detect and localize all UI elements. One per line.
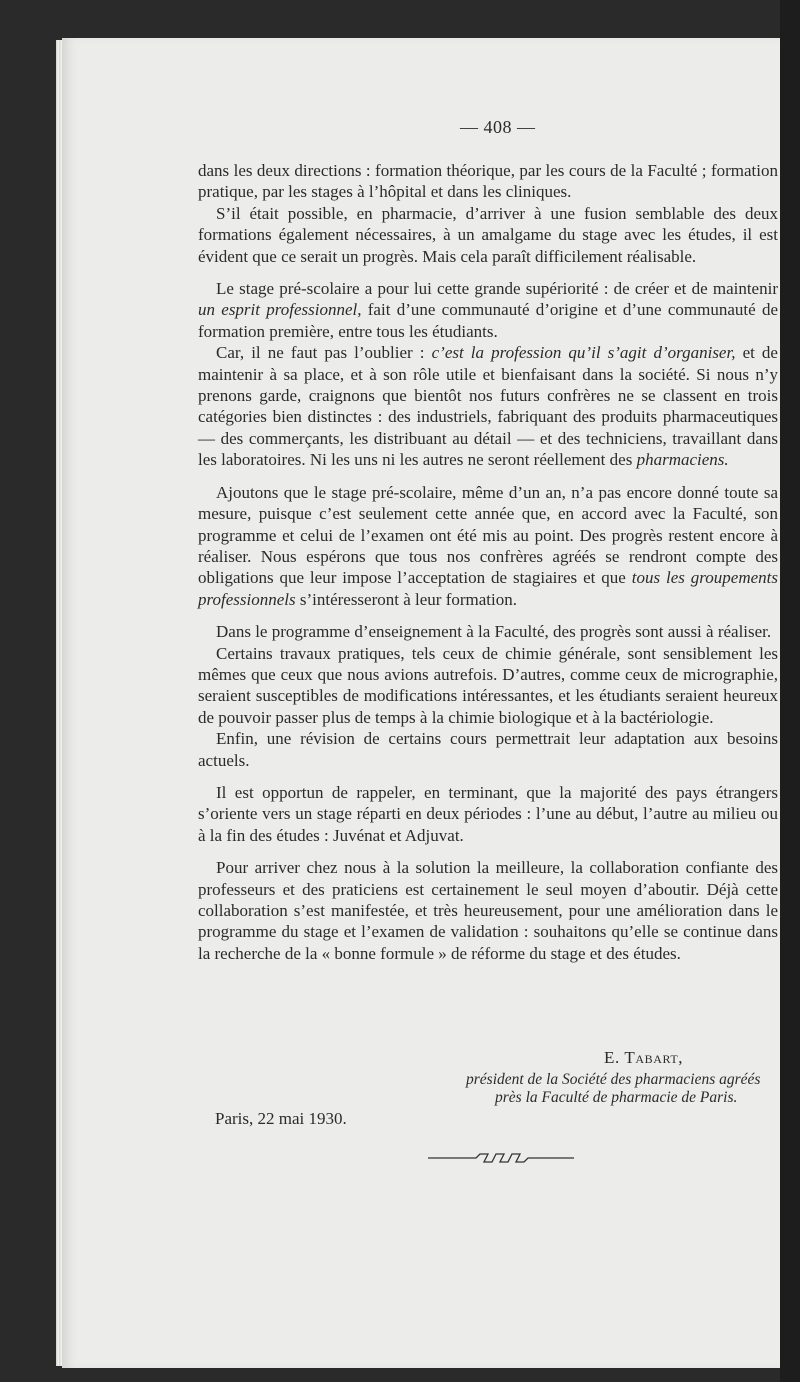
paragraph: Ajoutons que le stage pré-scolaire, même d’un an, n’a pas encore donné toute sa mesure, puisque c’est seulement cette année que, en accord avec la Faculté, son programme et celui de l’examen ont été mis au point. Des progrès restent encore à réaliser. Nous espérons que tous nos confrères agréés se rendront compte des obligations que leur impose l’acceptation de stagiaires et que tous les groupements professionnels s’intéresseront à leur formation.	[198, 482, 778, 609]
author-title-line-2: près la Faculté de pharmacie de Paris.	[495, 1089, 738, 1106]
author-signature: E. Tabart,	[604, 1048, 684, 1067]
paragraph: Enfin, une révision de certains cours permettrait leur adaptation aux besoins actuels.	[198, 729, 778, 770]
place-date: Paris, 22 mai 1930.	[215, 1109, 347, 1128]
body-text	[198, 160, 778, 964]
paragraph: Dans le programme d’enseignement à la Faculté, des progrès sont aussi à réaliser.	[216, 622, 772, 642]
author-title-line-1: président de la Société des pharmaciens agréés	[466, 1071, 761, 1088]
ornament-divider	[428, 1150, 574, 1166]
paragraph: Pour arriver chez nous à la solution la meilleure, la collaboration confiante des professeurs et des praticiens est certainement le seul moyen d’aboutir. Déjà cette collaboration s’est manifestée, et très heureusement, pour une amélioration dans le programme du stage et l’examen de validation : souhaitons qu’elle se continue dans la recherche de la « bonne formule » de réforme du stage et des études.	[198, 858, 778, 963]
page-number: — 408 —	[460, 117, 536, 137]
paragraph: Certains travaux pratiques, tels ceux de chimie générale, sont sensiblement les mêmes que ceux que nous avions autrefois. D’autres, comme ceux de micrographie, seraient susceptibles de modifications intéressantes, et les étudiants seraient heureux de pouvoir passer plus de temps à la chimie biologique et à la bactériologie.	[198, 643, 778, 727]
emphasis: un esprit professionnel,	[198, 300, 362, 320]
emphasis: pharmaciens.	[636, 450, 729, 470]
paragraph: Le stage pré-scolaire a pour lui cette grande supériorité : de créer et de maintenir un esprit professionnel, fait d’une communauté d’origine et d’une communauté de formation première, entre tous les étudiants.	[198, 279, 778, 341]
paragraph: dans les deux directions : formation théorique, par les cours de la Faculté ; formation pratique, par les stages à l’hôpital et dans les cliniques.	[198, 161, 778, 202]
paragraph: Il est opportun de rappeler, en terminant, que la majorité des pays étrangers s’oriente vers un stage réparti en deux périodes : l’une au début, l’autre au milieu ou à la fin des études : Juvénat et Adjuvat.	[198, 782, 778, 845]
paragraph: Car, il ne faut pas l’oublier : c’est la profession qu’il s’agit d’organiser, et de maintenir à sa place, et à son rôle utile et bienfaisant dans la société. Si nous n’y prenons garde, craignons que bientôt nos futurs confrères ne se classent en trois catégories bien distinctes : des industriels, fabriquant des produits pharmaceutiques — des commerçants, les distribuant au détail — et des techniciens, travaillant dans les laboratoires. Ni les uns ni les autres ne seront réellement des pharmaciens.	[198, 343, 778, 470]
paragraph: S’il était possible, en pharmacie, d’arriver à une fusion semblable des deux formations également nécessaires, à un amalgame du stage avec les études, il est évident que ce serait un progrès. Mais cela paraît difficilement réalisable.	[198, 203, 778, 266]
emphasis: c’est la profession qu’il s’agit d’organiser,	[431, 343, 736, 363]
emphasis: tous les groupements professionnels	[198, 568, 778, 609]
scan-border	[780, 0, 800, 1382]
